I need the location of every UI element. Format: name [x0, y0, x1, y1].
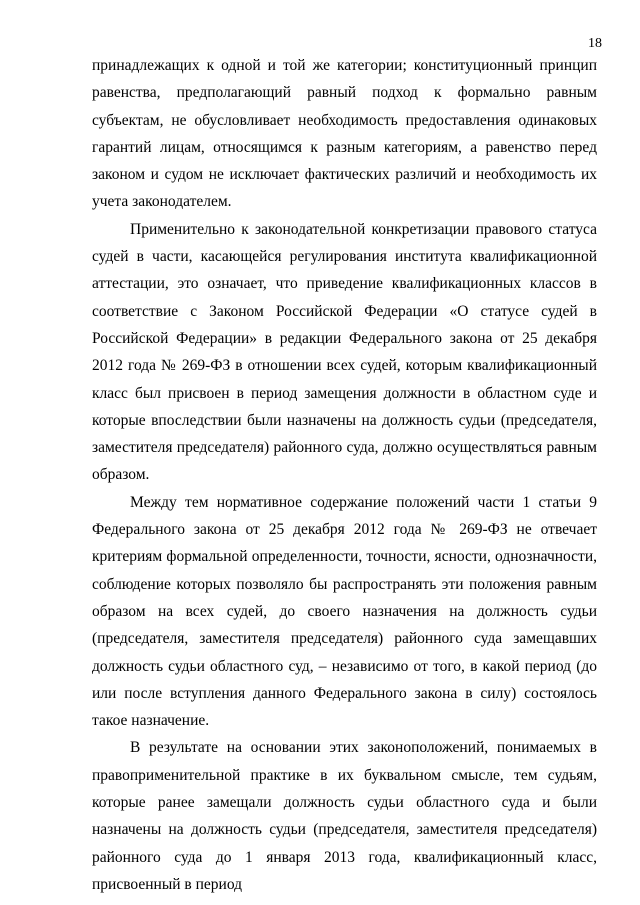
paragraph: Применительно к законодательной конкретизации правового статуса судей в части, касающейся регулирования института квалификационной аттестации, это означает, что приведение квалификационных классов в соответствие с Законом Российской Федерации «О статусе судей в Российской Федерации» в редакции Федерального закона от 25 декабря 2012 года № 269-ФЗ в отношении всех судей, которым квалификационный класс был присвоен в период замещения должности в областном суде и которые впоследствии были назначены на должность судьи (председателя, заместителя председателя) районного суда, должно осуществляться равным образом. — [92, 220, 597, 484]
page-number: 18 — [588, 36, 602, 51]
paragraph: В результате на основании этих законоположений, понимаемых в правоприменительной практике в их буквальном смысле, тем судьям, которые ранее замещали должность судьи областного суда и были назначены на должность судьи (председателя, заместителя председателя) районного суда до 1 января 2013 года, квалификационный класс, присвоенный в период — [92, 739, 597, 893]
document-body — [92, 52, 597, 898]
paragraph: Между тем нормативное содержание положений части 1 статьи 9 Федерального закона от 25 декабря 2012 года № 269-ФЗ не отвечает критериям формальной определенности, точности, ясности, однозначности, соблюдение которых позволяло бы распространять эти положения равным образом на всех судей, до своего назначения на должность судьи (председателя, заместителя председателя) районного суда замещавших должность судьи областного суд, – независимо от того, в какой период (до или после вступления данного Федерального закона в силу) состоялось такое назначение. — [92, 493, 597, 730]
paragraph-continued: принадлежащих к одной и той же категории; конституционный принцип равенства, предполагающий равный подход к формально равным субъектам, не обусловливает необходимость предоставления одинаковых гарантий лицам, относящимся к разным категориям, а равенство перед законом и судом не исключает фактических различий и необходимость их учета законодателем. — [92, 57, 597, 211]
